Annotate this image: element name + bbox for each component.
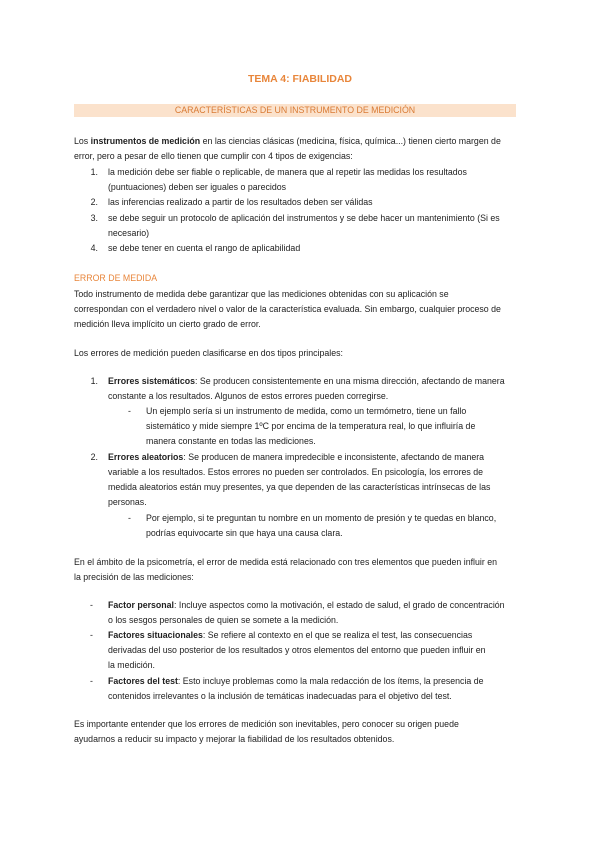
intro-bold-term: instrumentos de medición [90,136,201,146]
intro-line-1: Los instrumentos de medición en las ciencias clásicas (medicina, física, química...) tienen cierto margen de [74,136,501,146]
error-type-line: variable a los resultados. Estos errores no pueden ser controlados. En psicología, los errores de [108,467,484,477]
intro-line-2: error, pero a pesar de ello tienen que cumplir con 4 tipos de exigencias: [74,151,353,161]
req-number: 3. [90,213,98,223]
dash-bullet: - [90,600,93,610]
error-type-line: constante a los resultados. Algunos de estos errores pueden corregirse. [108,391,389,401]
section-subtitle: CARACTERÍSTICAS DE UN INSTRUMENTO DE MEDICIÓN [74,104,516,117]
error-type-line: medida aleatorios están muy presentes, ya que dependen de las características intrínsecas de las [108,482,491,492]
factor-name: Factor personal [108,600,174,610]
error-type-name: Errores aleatorios [108,452,184,462]
section-heading-error: ERROR DE MEDIDA [74,273,158,283]
dash-bullet: - [128,406,131,416]
list-item: necesario) [108,228,150,238]
dash-bullet: - [90,630,93,640]
paragraph-line: la precisión de las mediciones: [74,572,194,582]
error-type-number: 2. [90,452,98,462]
dash-bullet: - [128,513,131,523]
paragraph-line: medición lleva implícito un cierto grado de error. [74,319,261,329]
error-type-name: Errores sistemáticos [108,376,196,386]
factor-line: Factor personal: Incluye aspectos como la motivación, el estado de salud, el grado de concentración [108,600,505,610]
example-line: podrías equivocarte sin que haya una causa clara. [146,528,343,538]
paragraph-line: Todo instrumento de medida debe garantizar que las mediciones obtenidas con su aplicación se [74,289,449,299]
paragraph-line: Es importante entender que los errores de medición son inevitables, pero conocer su origen puede [74,719,459,729]
list-item: se debe seguir un protocolo de aplicación del instrumentos y se debe hacer un mantenimiento (Si es [108,213,500,223]
example-line: Un ejemplo sería si un instrumento de medida, como un termómetro, tiene un fallo [146,406,467,416]
list-item: (puntuaciones) deben ser iguales o parecidos [108,182,287,192]
list-item: la medición debe ser fiable o replicable, de manera que al repetir las medidas los resultados [108,167,467,177]
example-line: manera constante en todas las mediciones. [146,436,316,446]
factor-line: contenidos irrelevantes o la inclusión de temáticas inadecuadas para el objetivo del test. [108,691,452,701]
error-type-line: personas. [108,497,147,507]
error-type-line: Errores sistemáticos: Se producen consistentemente en una misma dirección, afectando de manera [108,376,505,386]
error-type-number: 1. [90,376,98,386]
error-type-line: Errores aleatorios: Se producen de manera impredecible e inconsistente, afectando de manera [108,452,485,462]
paragraph-line: ayudarnos a reducir su impacto y mejorar la fiabilidad de los resultados obtenidos. [74,734,395,744]
factor-line: o los sesgos personales de quien se somete a la medición. [108,615,339,625]
factor-line: Factores del test: Esto incluye problemas como la mala redacción de los ítems, la presencia de [108,676,484,686]
paragraph-line: Los errores de medición pueden clasificarse en dos tipos principales: [74,348,343,358]
factor-name: Factores del test [108,676,178,686]
factor-name: Factores situacionales [108,630,203,640]
page-title: TEMA 4: FIABILIDAD [247,73,353,85]
example-line: sistemático y mide siempre 1ºC por encima de la temperatura real, lo que influiría de [146,421,476,431]
paragraph-line: En el ámbito de la psicometría, el error de medida está relacionado con tres elementos que pueden influir en [74,557,497,567]
list-item: se debe tener en cuenta el rango de aplicabilidad [108,243,301,253]
paragraph-line: correspondan con el verdadero nivel o valor de la característica evaluada. Sin embargo, cualquier proceso de [74,304,501,314]
example-line: Por ejemplo, si te preguntan tu nombre en un momento de presión y te quedas en blanco, [146,513,497,523]
list-item: las inferencias realizado a partir de los resultados deben ser válidas [108,197,373,207]
req-number: 4. [90,243,98,253]
dash-bullet: - [90,676,93,686]
factor-line: derivadas del uso posterior de los resultados y otros elementos del entorno que pueden influir en [108,645,486,655]
factor-line: Factores situacionales: Se refiere al contexto en el que se realiza el test, las consecuencias [108,630,473,640]
req-number: 2. [90,197,98,207]
req-number: 1. [90,167,98,177]
factor-line: la medición. [108,660,155,670]
